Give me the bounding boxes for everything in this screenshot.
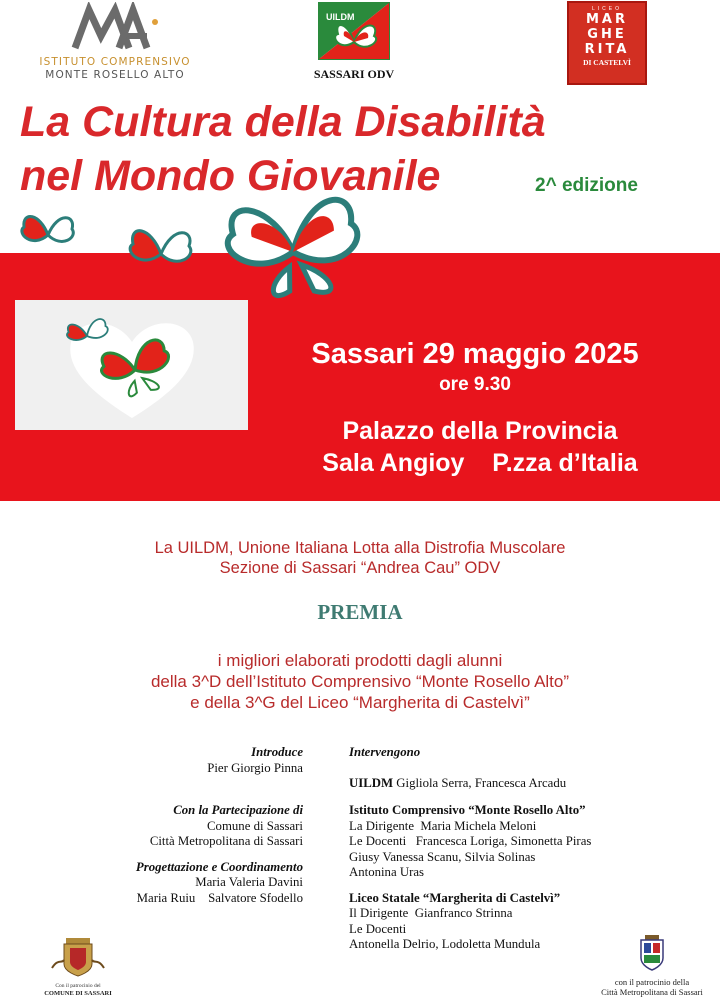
- liceo-logo-small: LICEO: [591, 6, 622, 12]
- liceo-line3: Antonella Delrio, Lodoletta Mundula: [349, 937, 541, 951]
- introduce-label: Introduce: [251, 745, 303, 759]
- edition-label: 2^ edizione: [535, 175, 638, 196]
- uildm-names: Gigliola Serra, Francesca Arcadu: [396, 775, 567, 790]
- title-line1: La Cultura della Disabilità: [20, 98, 546, 146]
- butterfly-large-icon: [218, 172, 368, 322]
- description-line1: i migliori elaborati prodotti dagli alunni: [217, 651, 503, 670]
- liceo-logo: [567, 1, 647, 85]
- liceo-logo-footer: DI CASTELVÌ: [583, 58, 631, 67]
- liceo-line1: Il Dirigente Gianfranco Strinna: [349, 906, 513, 920]
- credits-left: [136, 745, 303, 906]
- liceo-label: Liceo Statale “Margherita di Castelvì”: [349, 890, 561, 905]
- introduce-name: Pier Giorgio Pinna: [207, 760, 303, 775]
- liceo-logo-line3: RITA: [584, 42, 630, 57]
- comune-sassari-emblem: [38, 934, 118, 998]
- ic-line4: Antonina Uras: [349, 865, 424, 879]
- metro-caption-2: Città Metropolitana di Sassari: [601, 987, 703, 997]
- uildm-badge: UILDM: [326, 12, 355, 22]
- progettazione-1: Maria Valeria Davini: [195, 875, 303, 889]
- event-date: Sassari 29 maggio 2025: [311, 338, 639, 370]
- title-line2: nel Mondo Giovanile: [20, 152, 441, 200]
- metro-crest-icon: [637, 934, 667, 972]
- butterfly-small-mid-icon: [125, 218, 197, 280]
- ic-logo-line2: MONTE ROSELLO ALTO: [45, 69, 185, 81]
- uildm-logo: [304, 2, 404, 90]
- credits-right: [349, 745, 591, 953]
- uildm-line: [349, 776, 591, 792]
- venue-line1: Palazzo della Provincia: [342, 417, 618, 445]
- partecipazione-1: Comune di Sassari: [207, 818, 303, 833]
- liceo-logo-line1: MAR: [585, 12, 628, 27]
- uildm-label: UILDM: [349, 775, 394, 790]
- ic-label: Istituto Comprensivo “Monte Rosello Alto”: [349, 803, 586, 817]
- ic-logo-line1: ISTITUTO COMPRENSIVO: [39, 56, 191, 68]
- description-line2: della 3^D dell’Istituto Comprensivo “Monte Rosello Alto”: [150, 672, 570, 691]
- liceo-line2: Le Docenti: [349, 921, 407, 936]
- metro-caption-1: con il patrocinio della: [614, 977, 690, 987]
- progettazione-2: Maria Ruiu Salvatore Sfodello: [136, 890, 303, 905]
- organizer-line2: Sezione di Sassari “Andrea Cau” ODV: [219, 559, 501, 577]
- ic-line3: Giusy Vanessa Scanu, Silvia Solinas: [349, 849, 536, 864]
- heart-panel: [15, 300, 248, 430]
- comune-name: COMUNE DI SASSARI: [44, 990, 112, 997]
- uildm-butterfly-icon: [318, 2, 390, 60]
- organizer-line1: La UILDM, Unione Italiana Lotta alla Distrofia Muscolare: [154, 539, 566, 557]
- venue-line2: Sala Angioy P.zza d’Italia: [322, 449, 638, 477]
- description-line3: e della 3^G del Liceo “Margherita di Castelvì”: [190, 693, 530, 712]
- butterfly-small-left-icon: [18, 205, 78, 257]
- ic-mark-icon: [67, 2, 163, 54]
- istituto-comprensivo-logo: [30, 2, 200, 84]
- heart-butterfly-icon: [15, 300, 248, 430]
- partecipazione-2: Città Metropolitana di Sassari: [149, 834, 303, 848]
- ic-line1: La Dirigente Maria Michela Meloni: [349, 818, 537, 833]
- comune-caption: Con il patrocinio del: [55, 983, 101, 989]
- event-time: ore 9.30: [439, 374, 511, 395]
- intervengono-label: Intervengono: [349, 745, 421, 759]
- premia-heading: PREMIA: [317, 600, 403, 624]
- comune-crest-icon: [48, 934, 108, 978]
- ic-line2: Le Docenti Francesca Loriga, Simonetta Piras: [349, 834, 592, 848]
- partecipazione-label: Con la Partecipazione di: [173, 803, 303, 817]
- uildm-caption: SASSARI ODV: [313, 67, 395, 81]
- progettazione-label: Progettazione e Coordinamento: [135, 859, 303, 874]
- liceo-logo-line2: GHE: [587, 27, 627, 42]
- citta-metropolitana-emblem: [597, 934, 707, 997]
